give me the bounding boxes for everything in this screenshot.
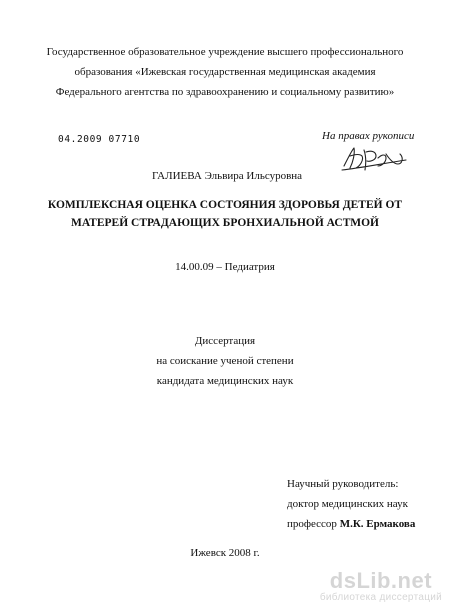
- institution-header-line-3: Федерального агентства по здравоохранению и социальному развитию»: [55, 86, 395, 98]
- supervisor-block: [287, 474, 415, 534]
- supervisor-title-line: [287, 514, 415, 534]
- watermark-subtitle: библиотека диссертаций: [319, 592, 442, 603]
- specialty-code: 14.00.09 – Педиатрия: [175, 261, 275, 273]
- manuscript-note: На правах рукописи: [322, 130, 415, 142]
- degree-statement: [0, 331, 450, 391]
- watermark-logo: dsLib.net: [329, 568, 433, 593]
- city-year: Ижевск 2008 г.: [190, 547, 260, 559]
- degree-line-3: кандидата медицинских наук: [156, 375, 294, 387]
- watermark: [320, 570, 442, 604]
- supervisor-role: Научный руководитель:: [287, 478, 399, 490]
- institution-header-line-1: Государственное образовательное учреждение высшего профессионального: [46, 46, 404, 58]
- dissertation-title-line-2: МАТЕРЕЙ СТРАДАЮЩИХ БРОНХИАЛЬНОЙ АСТМОЙ: [71, 217, 379, 229]
- institution-header: [0, 42, 450, 102]
- dissertation-title-line-1: КОМПЛЕКСНАЯ ОЦЕНКА СОСТОЯНИЯ ЗДОРОВЬЯ ДЕТЕЙ ОТ: [47, 199, 403, 211]
- supervisor-degree: доктор медицинских наук: [287, 498, 408, 510]
- supervisor-title: профессор: [287, 518, 337, 530]
- registration-number: 04.2009 07710: [58, 134, 141, 145]
- institution-header-line-2: образования «Ижевская государственная медицинская академия: [74, 66, 376, 78]
- dissertation-title: [0, 196, 450, 232]
- signature-image: [340, 140, 410, 174]
- degree-line-2: на соискание ученой степени: [156, 355, 294, 367]
- supervisor-name: М.К. Ермакова: [339, 518, 416, 530]
- degree-line-1: Диссертация: [194, 335, 256, 347]
- author-name: ГАЛИЕВА Эльвира Ильсуровна: [152, 170, 303, 182]
